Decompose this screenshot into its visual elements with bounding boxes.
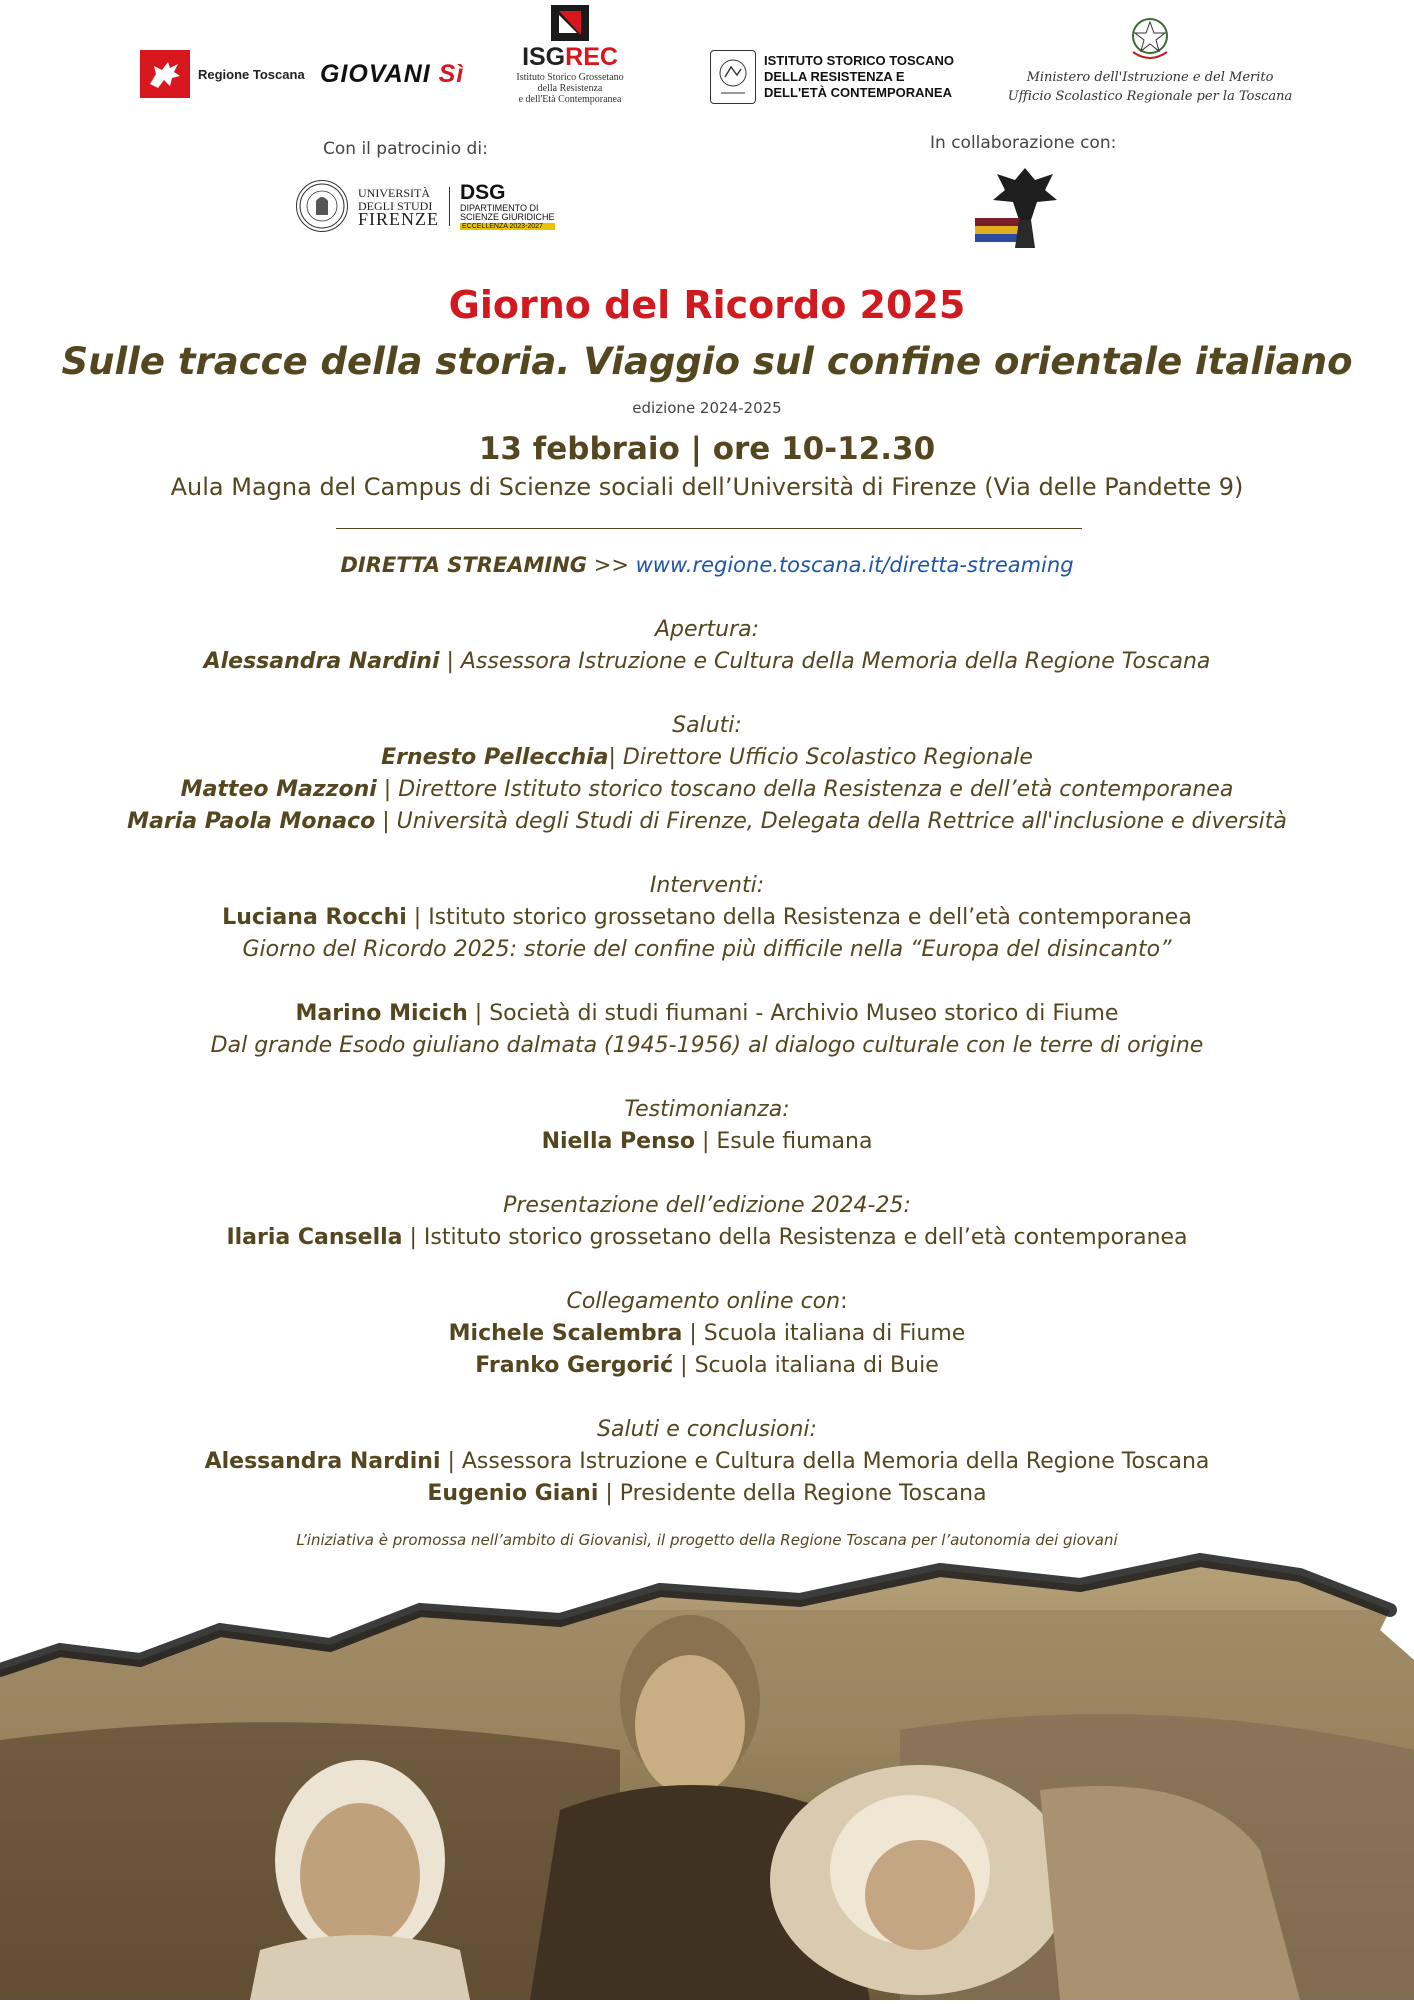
unifi-line: FIRENZE [358, 208, 439, 229]
istituto-line: DELL'ETÀ CONTEMPORANEA [764, 85, 952, 100]
streaming-arrows: >> [593, 553, 629, 577]
program-line [0, 1321, 1414, 1346]
speaker-name: Alessandra Nardini [204, 1449, 441, 1474]
speaker-role: | Direttore Ufficio Scolastico Regionale [608, 745, 1033, 770]
speaker-name: Alessandra Nardini [203, 649, 440, 674]
speaker-role: | Assessora Istruzione e Cultura della Memoria della Regione Toscana [439, 649, 1211, 674]
speaker-name: Marino Micich [295, 1001, 468, 1026]
program-line [0, 1129, 1414, 1154]
collaborazione-label: In collaborazione con: [930, 133, 1117, 153]
isgrec-logo [490, 5, 650, 105]
speaker-role: | Università degli Studi di Firenze, Delegata della Rettrice all'inclusione e diversità [375, 809, 1287, 834]
program-line [0, 1481, 1414, 1506]
isgrec-sub-line: e dell'Età Contemporanea [518, 94, 622, 105]
giovanisi-text: GIOVANI [320, 60, 431, 88]
dsg-line: SCIENZE GIURIDICHE [460, 212, 555, 222]
dsg-line: DIPARTIMENTO DI [460, 203, 539, 213]
edition-label: edizione 2024-2025 [632, 399, 782, 417]
speaker-role: | Assessora Istruzione e Cultura della Memoria della Regione Toscana [440, 1449, 1210, 1474]
isgrec-name-b: REC [565, 43, 618, 71]
isgrec-name [490, 43, 650, 72]
testimonianza-heading: Testimonianza: [624, 1097, 790, 1122]
program-line [0, 905, 1414, 930]
giovanisi-si-text: Sì [438, 60, 465, 88]
program-line [0, 745, 1414, 770]
speaker-name: Maria Paola Monaco [127, 809, 376, 834]
patrocinio-label: Con il patrocinio di: [323, 139, 488, 159]
program-line [0, 777, 1414, 802]
ministero-logo [1000, 12, 1300, 106]
societa-studi-fiumani-logo [975, 160, 1075, 252]
program-line [0, 1353, 1414, 1378]
speaker-name: Niella Penso [541, 1129, 695, 1154]
speaker-name: Eugenio Giani [427, 1481, 599, 1506]
program-line [0, 1449, 1414, 1474]
event-subtitle: Sulle tracce della storia. Viaggio sul confine orientale italiano [61, 340, 1353, 383]
ministero-line: Ufficio Scolastico Regionale per la Toscana [1007, 89, 1293, 104]
speaker-name: Luciana Rocchi [222, 905, 407, 930]
speaker-role: | Scuola italiana di Fiume [682, 1321, 966, 1346]
collegamento-heading-text: Collegamento online con [566, 1289, 841, 1314]
program-line [0, 1225, 1414, 1250]
speaker-role: | Presidente della Regione Toscana [598, 1481, 987, 1506]
speaker-name: Ilaria Cansella [226, 1225, 403, 1250]
regione-toscana-label: Regione Toscana [198, 66, 305, 82]
unifi-line: DEGLI STUDI [358, 198, 433, 213]
speaker-role: | Esule fiumana [694, 1129, 873, 1154]
speaker-name: Matteo Mazzoni [180, 777, 377, 802]
istituto-line: ISTITUTO STORICO TOSCANO [764, 53, 954, 68]
speaker-role: | Società di studi fiumani - Archivio Museo storico di Fiume [467, 1001, 1119, 1026]
unifi-dsg-logo [296, 180, 555, 232]
dsg-text [460, 182, 555, 230]
istituto-seal-icon [710, 50, 756, 104]
unifi-text [358, 185, 450, 229]
unifi-seal-icon [296, 180, 348, 232]
ministero-text [1000, 68, 1300, 106]
italian-republic-emblem-icon [1125, 12, 1175, 64]
dsg-acronym: DSG [460, 181, 506, 204]
streaming-line [0, 553, 1414, 577]
speaker-name: Ernesto Pellecchia [381, 745, 609, 770]
isgrec-sub-line: della Resistenza [537, 83, 603, 94]
istituto-storico-toscano-logo [710, 50, 954, 104]
collegamento-heading-colon: : [840, 1289, 848, 1314]
ministero-line: Ministero dell'Istruzione e del Merito [1026, 70, 1274, 85]
streaming-link[interactable]: www.regione.toscana.it/diretta-streaming [635, 553, 1074, 577]
event-date: 13 febbraio | ore 10-12.30 [478, 431, 936, 467]
apertura-heading: Apertura: [654, 617, 760, 642]
divider [336, 528, 1082, 529]
streaming-label: DIRETTA STREAMING [340, 553, 588, 577]
presentazione-heading: Presentazione dell’edizione 2024-25: [503, 1193, 911, 1218]
giovanisi-logo [320, 60, 464, 89]
exodus-photo [0, 1550, 1414, 2000]
program-line [0, 649, 1414, 674]
isgrec-subtitle [490, 72, 650, 105]
speaker-role: | Istituto storico grossetano della Resistenza e dell’età contemporanea [406, 905, 1192, 930]
unifi-line: UNIVERSITÀ [358, 185, 430, 200]
interventi-heading: Interventi: [649, 873, 765, 898]
speaker-role: | Scuola italiana di Buie [673, 1353, 939, 1378]
pegasus-icon [140, 50, 190, 98]
program-line [0, 809, 1414, 834]
dsg-eccellenza-badge: ECCELLENZA 2023-2027 [460, 223, 555, 230]
footnote: L’iniziativa è promossa nell’ambito di Giovanisì, il progetto della Regione Toscana per l’autonomia dei giovani [296, 1531, 1118, 1549]
talk-title: Giorno del Ricordo 2025: storie del confine più difficile nella “Europa del disincanto” [242, 937, 1172, 962]
program-line [0, 1001, 1414, 1026]
speaker-name: Michele Scalembra [448, 1321, 683, 1346]
collegamento-heading [0, 1289, 1414, 1314]
conclusioni-heading: Saluti e conclusioni: [597, 1417, 817, 1442]
istituto-line: DELLA RESISTENZA E [764, 69, 905, 84]
isgrec-mark-icon [551, 5, 589, 41]
saluti-heading: Saluti: [672, 713, 742, 738]
speaker-name: Franko Gergorić [475, 1353, 674, 1378]
speaker-role: | Istituto storico grossetano della Resistenza e dell’età contemporanea [402, 1225, 1188, 1250]
speaker-role: | Direttore Istituto storico toscano della Resistenza e dell’età contemporanea [376, 777, 1234, 802]
talk-title: Dal grande Esodo giuliano dalmata (1945-1956) al dialogo culturale con le terre di origine [210, 1033, 1204, 1058]
istituto-storico-toscano-text [764, 53, 954, 101]
isgrec-name-a: ISG [522, 43, 566, 71]
event-title: Giorno del Ricordo 2025 [448, 283, 966, 327]
event-venue: Aula Magna del Campus di Scienze sociali dell’Università di Firenze (Via delle Pandette 9) [170, 473, 1244, 501]
isgrec-sub-line: Istituto Storico Grossetano [516, 72, 624, 83]
regione-toscana-logo [140, 50, 305, 98]
